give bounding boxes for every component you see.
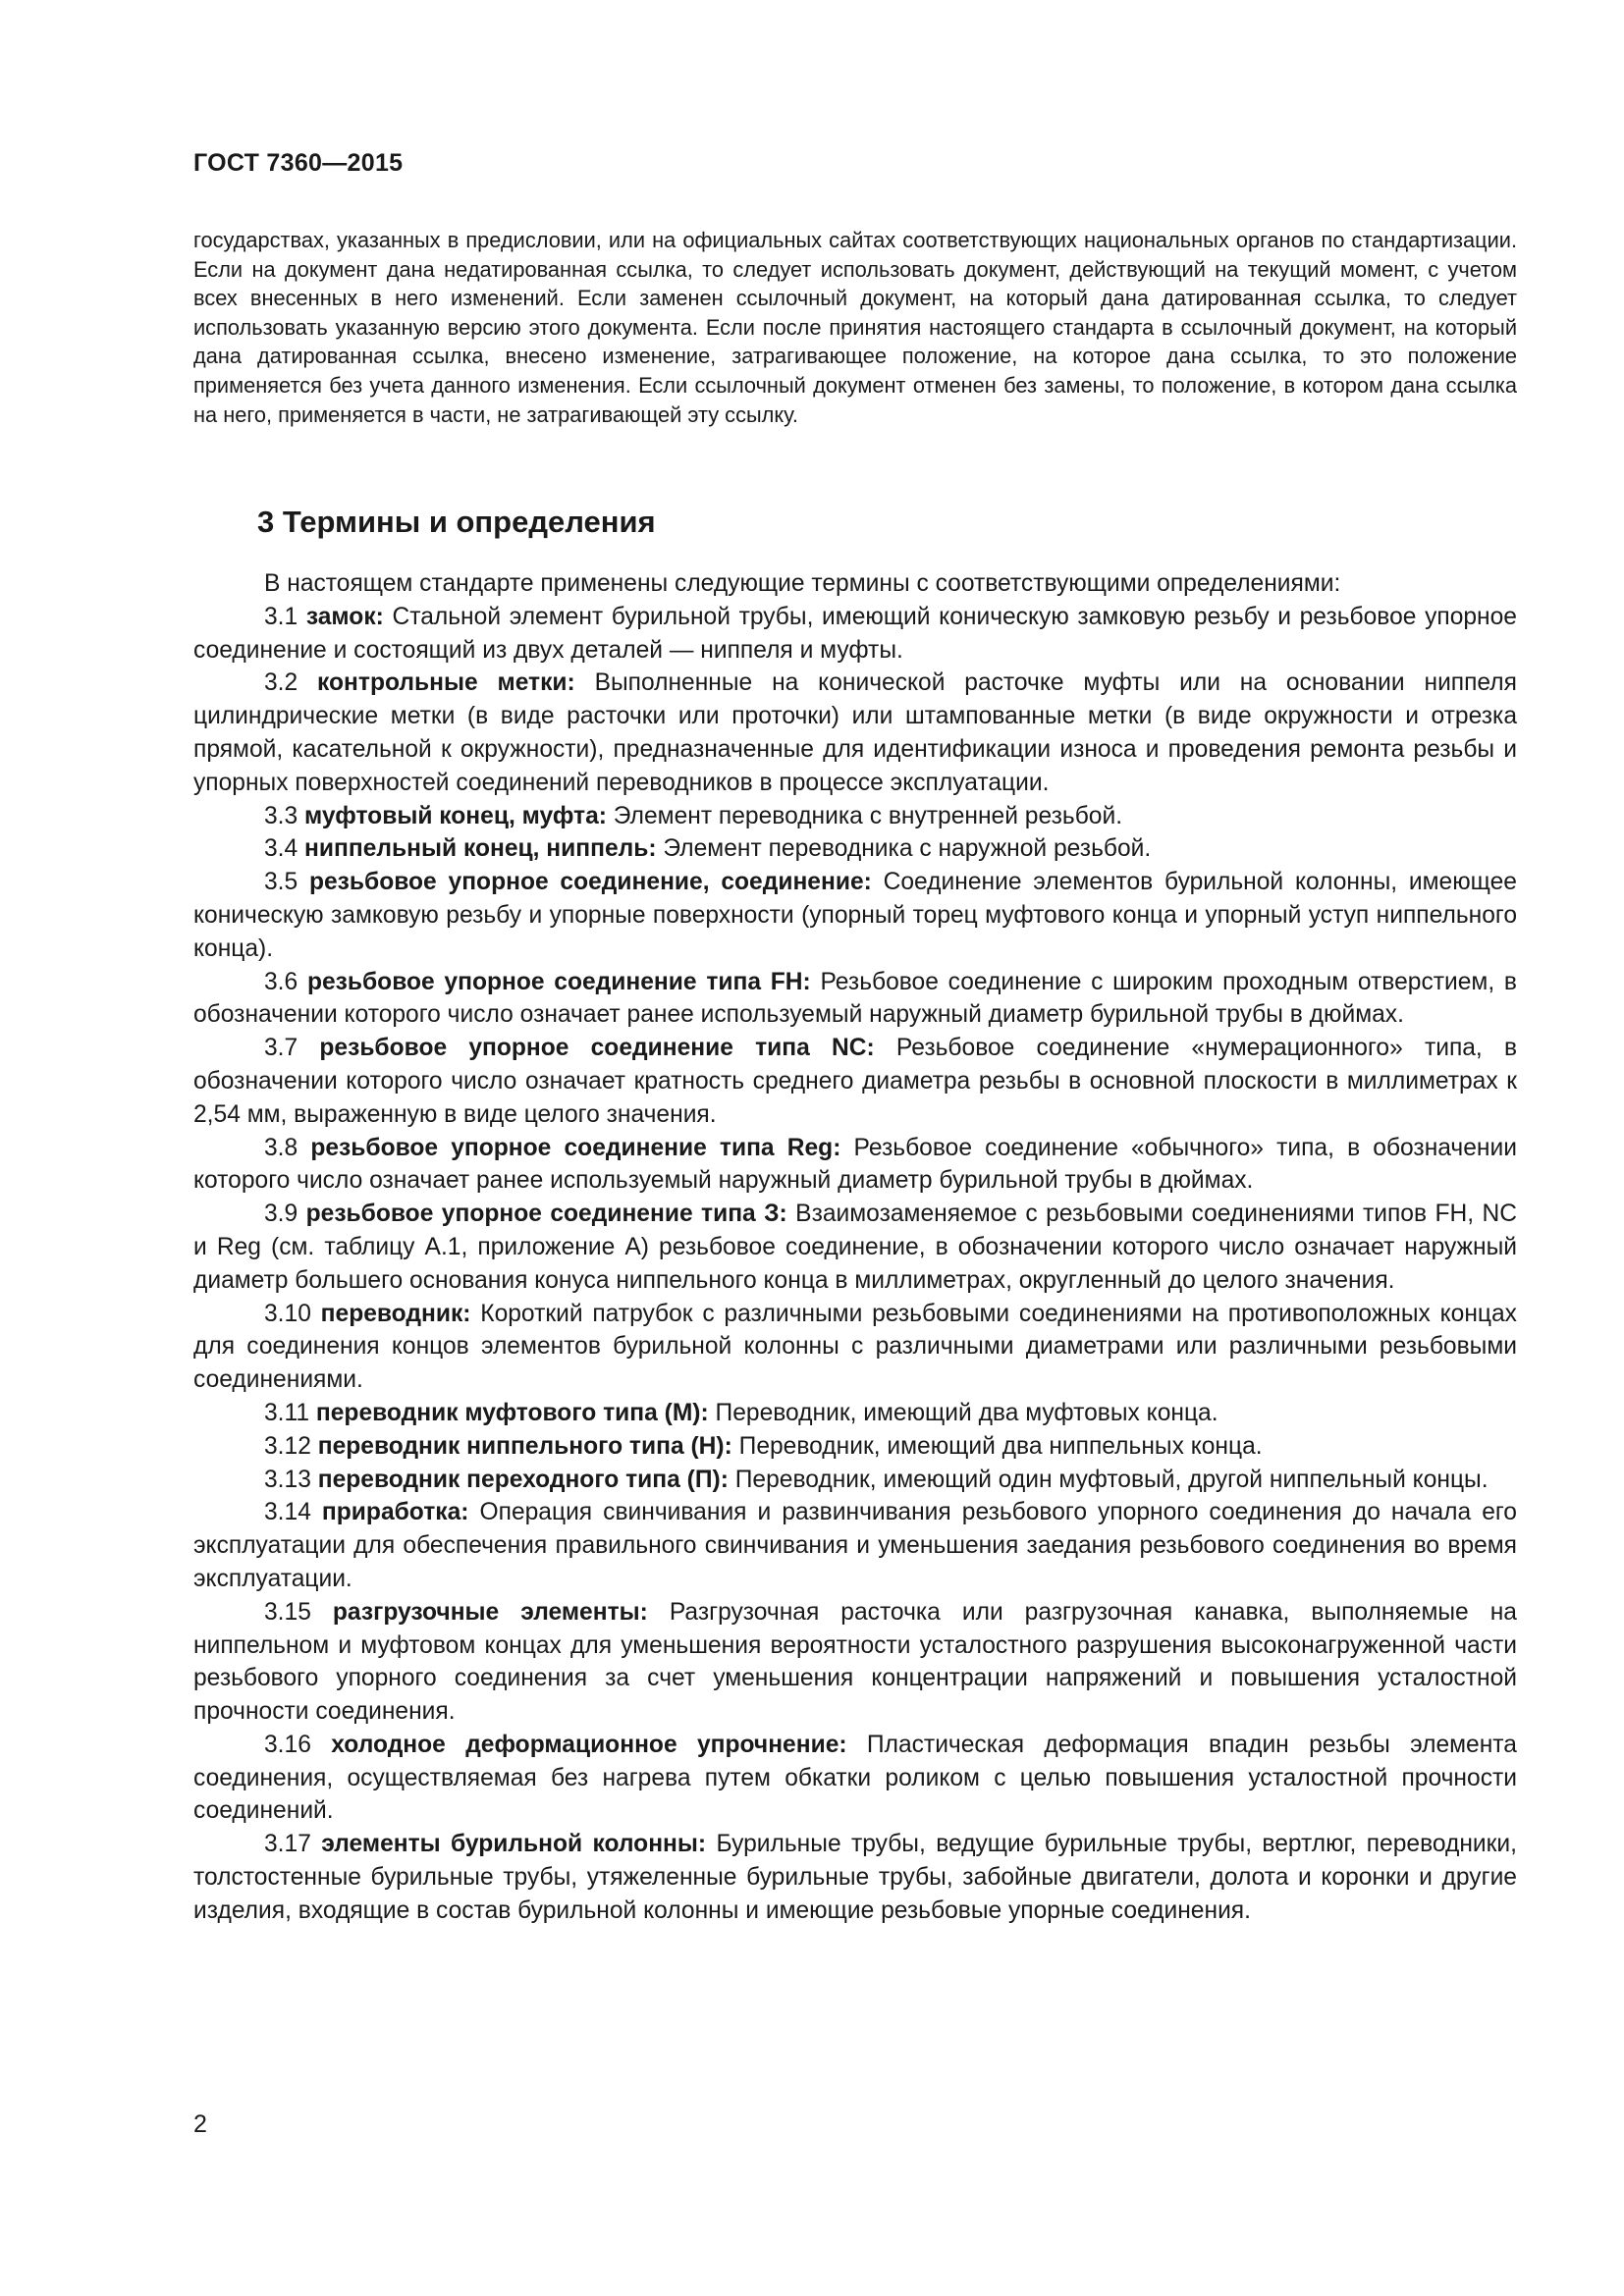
term-name: ниппельный конец, ниппель: [304, 835, 657, 863]
term-definition: Соединение элементов бурильной колонны, имеющее коническую замковую резьбу и упорные поверхности (упорный торец муфтового конца и упорный уступ ниппельного конца). [193, 869, 1517, 962]
term-entry [193, 966, 1517, 1033]
term-number: 3.14 [264, 1499, 311, 1526]
term-number: 3.10 [264, 1300, 311, 1327]
term-entry [193, 1032, 1517, 1131]
term-entry [193, 866, 1517, 965]
term-entry [193, 601, 1517, 667]
term-definition: Разгрузочная расточка или разгрузочная канавка, выполняемые на ниппельном и муфтовом концах для уменьшения вероятности усталостного разрушения высоконагруженной части резьбового упорного соединения за счет уменьшения концентрации напряжений и повышения усталостной прочности соединения. [193, 1598, 1517, 1726]
term-definition: Выполненные на конической расточке муфты или на основании ниппеля цилиндрические метки (в виде расточки или проточки) или штампованные метки (в виде окружности и отрезка прямой, касательной к окружности), предназначенные для идентификации износа и проведения ремонта резьбы и упорных поверхностей соединений переводников в процессе эксплуатации. [193, 669, 1517, 796]
term-definition: Бурильные трубы, ведущие бурильные трубы, вертлюг, переводники, толстостенные бурильные трубы, утяжеленные бурильные трубы, забойные двигатели, долота и коронки и другие изделия, входящие в состав бурильной колонны и имеющие резьбовые упорные соединения. [193, 1831, 1518, 1924]
term-name: переводник муфтового типа (М): [315, 1399, 709, 1426]
term-number: 3.6 [264, 968, 298, 995]
term-definition: Переводник, имеющий два ниппельных конца. [738, 1432, 1263, 1460]
term-definition: Элемент переводника с внутренней резьбой. [613, 802, 1123, 829]
term-name: резьбовое упорное соединение типа З: [305, 1201, 787, 1228]
term-name: контрольные метки: [317, 669, 575, 697]
term-entry [193, 1430, 1517, 1464]
term-number: 3.12 [264, 1432, 311, 1460]
term-entry [193, 1198, 1517, 1297]
document-header: ГОСТ 7360—2015 [193, 149, 404, 177]
term-number: 3.7 [264, 1035, 298, 1062]
term-name: резьбовое упорное соединение типа Reg: [310, 1134, 841, 1161]
term-number: 3.16 [264, 1731, 311, 1758]
term-number: 3.17 [264, 1831, 311, 1858]
term-definition: Пластическая деформация впадин резьбы элемента соединения, осуществляемая без нагрева путем обкатки роликом с целью повышения усталостной прочности соединений. [193, 1731, 1517, 1825]
section-title: 3 Термины и определения [257, 505, 656, 539]
terms-container [193, 601, 1517, 1928]
term-entry [193, 667, 1517, 799]
term-entry [193, 1729, 1517, 1828]
page-number: 2 [193, 2110, 207, 2138]
term-definition: Переводник, имеющий два муфтовых конца. [715, 1399, 1218, 1426]
term-entry [193, 1298, 1517, 1397]
term-definition: Элемент переводника с наружной резьбой. [663, 835, 1152, 863]
term-number: 3.4 [264, 835, 298, 863]
term-entry [193, 1132, 1517, 1199]
term-definition: Переводник, имеющий один муфтовый, другой ниппельный концы. [734, 1466, 1489, 1493]
term-entry [193, 832, 1517, 866]
term-name: резьбовое упорное соединение, соединение: [308, 869, 872, 896]
term-entry [193, 800, 1517, 833]
section-intro: В настоящем стандарте применены следующие термины с соответствующими определениями: [264, 570, 1341, 597]
term-name: замок: [305, 603, 384, 630]
term-entry [193, 1828, 1517, 1927]
term-number: 3.11 [264, 1399, 310, 1426]
term-number: 3.8 [264, 1134, 298, 1161]
term-name: резьбовое упорное соединение типа FH: [306, 968, 811, 995]
term-number: 3.2 [264, 669, 298, 697]
term-number: 3.9 [264, 1201, 298, 1228]
term-entry [193, 1596, 1517, 1729]
term-definition: Взаимозаменяемое с резьбовыми соединениями типов FH, NC и Reg (см. таблицу А.1, приложение А) резьбовое соединение, в обозначении которого число означает наружный диаметр большего основания конуса ниппельного конца в миллиметрах, округленный до целого значения. [193, 1201, 1517, 1294]
term-name: разгрузочные элементы: [332, 1598, 648, 1626]
term-name: холодное деформационное упрочнение: [331, 1731, 847, 1758]
previous-section-text: государствах, указанных в предисловии, или на официальных сайтах соответствующих национальных органов по стандартизации. Если на документ дана недатированная ссылка, то следует использовать документ, действующий на текущий момент, с учетом всех внесенных в него изменений. Если заменен ссылочный документ, на который дана датированная ссылка, то следует использовать указанную версию этого документа. Если после принятия настоящего стандарта в ссылочный документ, на который дана датированная ссылка, внесено изменение, затрагивающее положение, на которое дана ссылка, то это положение применяется без учета данного изменения. Если ссылочный документ отменен без замены, то положение, в котором дана ссылка на него, применяется в части, не затрагивающей эту ссылку. [193, 228, 1517, 427]
terms-list [193, 567, 1517, 1928]
term-definition: Стальной элемент бурильной трубы, имеющий коническую замковую резьбу и резьбовое упорное соединение и состоящий из двух деталей — ниппеля и муфты. [193, 603, 1517, 664]
term-name: переводник переходного типа (П): [317, 1466, 729, 1493]
term-entry [193, 1496, 1517, 1595]
term-number: 3.1 [264, 603, 298, 630]
term-name: муфтовый конец, муфта: [304, 802, 607, 829]
term-number: 3.5 [264, 869, 298, 896]
term-number: 3.13 [264, 1466, 311, 1493]
term-name: переводник: [320, 1300, 471, 1327]
term-definition: Короткий патрубок с различными резьбовыми соединениями на противоположных концах для соединения концов элементов бурильной колонны с различными диаметрами или различными резьбовыми соединениями. [193, 1300, 1517, 1394]
term-entry [193, 1397, 1517, 1430]
term-name: приработка: [321, 1499, 469, 1526]
term-name: элементы бурильной колонны: [321, 1831, 707, 1858]
term-definition: Резьбовое соединение «обычного» типа, в обозначении которого число означает ранее используемый наружный диаметр бурильной трубы в дюймах. [193, 1134, 1517, 1195]
term-name: резьбовое упорное соединение типа NC: [319, 1035, 875, 1062]
term-definition: Резьбовое соединение «нумерационного» типа, в обозначении которого число означает кратность среднего диаметра резьбы в основной плоскости в миллиметрах к 2,54 мм, выраженную в виде целого значения. [193, 1035, 1518, 1128]
term-definition: Операция свинчивания и развинчивания резьбового упорного соединения до начала его эксплуатации для обеспечения правильного свинчивания и уменьшения заедания резьбового соединения во время эксплуатации. [193, 1499, 1517, 1592]
term-name: переводник ниппельного типа (Н): [317, 1432, 732, 1460]
term-number: 3.3 [264, 802, 298, 829]
term-number: 3.15 [264, 1598, 311, 1626]
term-entry [193, 1464, 1517, 1497]
term-definition: Резьбовое соединение с широким проходным отверстием, в обозначении которого число означает ранее используемый наружный диаметр бурильной трубы в дюймах. [193, 968, 1517, 1029]
